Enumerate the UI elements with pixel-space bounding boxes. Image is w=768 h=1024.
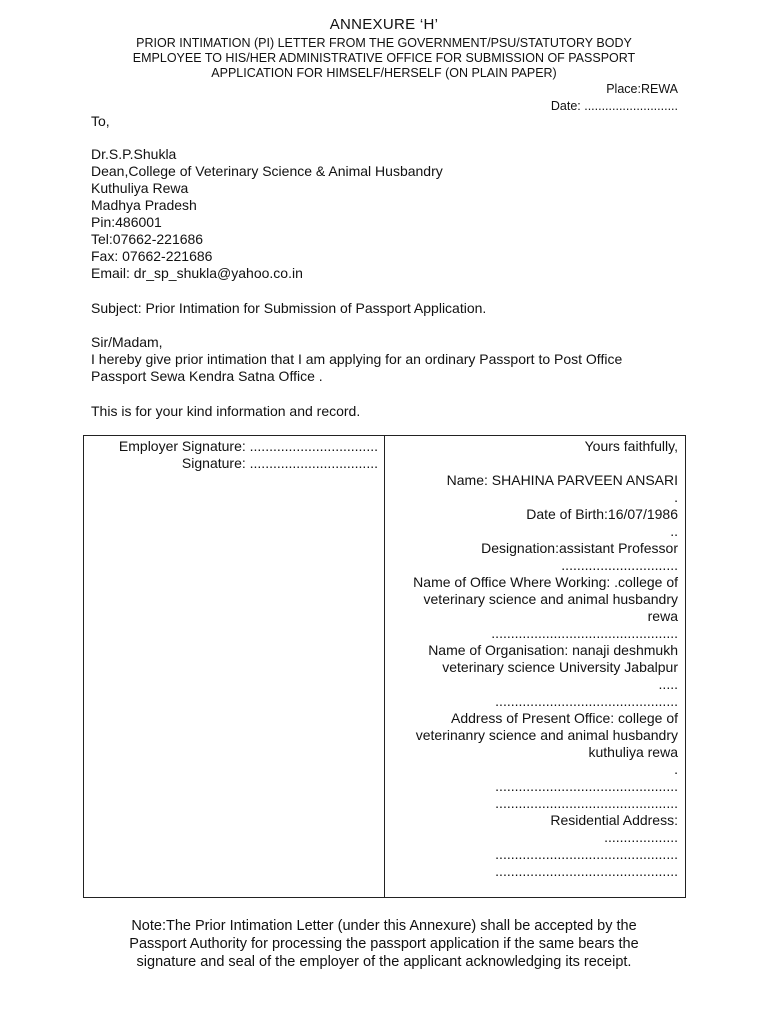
dot-leader: . bbox=[674, 489, 678, 505]
recipient-email: Email: dr_sp_shukla@yahoo.co.in bbox=[91, 265, 303, 281]
organisation bbox=[390, 642, 678, 710]
organisation-line: Name of Organisation: nanaji deshmukh bbox=[428, 642, 678, 658]
body-line: I hereby give prior intimation that I am applying for an ordinary Passport to Post Office bbox=[91, 351, 623, 367]
closing: Yours faithfully, bbox=[584, 438, 678, 454]
present-office-line: . bbox=[674, 761, 678, 777]
heading-line: APPLICATION FOR HIMSELF/HERSELF (ON PLAIN PAPER) bbox=[211, 66, 557, 80]
applicant-name: Name: SHAHINA PARVEEN ANSARI bbox=[446, 472, 678, 488]
salutation: Sir/Madam, bbox=[91, 334, 163, 350]
body-line: Passport Sewa Kendra Satna Office . bbox=[91, 368, 323, 384]
dot-leader: .............................. bbox=[561, 557, 678, 573]
heading-line: PRIOR INTIMATION (PI) LETTER FROM THE GOVERNMENT/PSU/STATUTORY BODY bbox=[136, 36, 632, 50]
office-line: rewa bbox=[647, 608, 678, 624]
office-line: veterinary science and animal husbandry bbox=[423, 591, 678, 607]
applicant-column bbox=[390, 438, 678, 880]
residential-line: ............................................... bbox=[495, 846, 678, 862]
note bbox=[84, 917, 684, 971]
recipient-tel: Tel:07662-221686 bbox=[91, 231, 204, 247]
recipient-state: Madhya Pradesh bbox=[91, 197, 197, 213]
recipient-address bbox=[91, 146, 443, 282]
present-office-line: ............................................... bbox=[495, 778, 678, 794]
present-office-line: ............................................... bbox=[495, 795, 678, 811]
note-line: signature and seal of the employer of the applicant acknowledging its receipt. bbox=[136, 954, 632, 970]
present-office-line: veterinanry science and animal husbandry bbox=[415, 727, 678, 743]
employer-column bbox=[84, 438, 378, 472]
recipient-city: Kuthuliya Rewa bbox=[91, 180, 189, 196]
office-line: Name of Office Where Working: .college of bbox=[413, 574, 678, 590]
residential-line: ............................................... bbox=[495, 863, 678, 879]
present-office-address bbox=[390, 710, 678, 812]
annexure-title: ANNEXURE ‘H’ bbox=[329, 16, 439, 33]
info-line: This is for your kind information and record. bbox=[91, 403, 361, 419]
document-heading bbox=[0, 36, 768, 81]
date-field: Date: ........................... bbox=[550, 99, 678, 113]
note-line: Passport Authority for processing the passport application if the same bears the bbox=[129, 936, 639, 952]
place-field: Place:REWA bbox=[606, 82, 678, 96]
employer-signature-field: Employer Signature: ................................. bbox=[118, 438, 378, 454]
residential-address bbox=[390, 812, 678, 880]
subject-line: Subject: Prior Intimation for Submission of Passport Application. bbox=[91, 300, 487, 316]
organisation-line: veterinary science University Jabalpur bbox=[442, 659, 678, 675]
recipient-pin: Pin:486001 bbox=[91, 214, 162, 230]
date-of-birth: Date of Birth:16/07/1986 bbox=[526, 506, 678, 522]
note-line: Note:The Prior Intimation Letter (under this Annexure) shall be accepted by the bbox=[131, 918, 637, 934]
letter-body bbox=[91, 334, 691, 385]
signature-field: Signature: ................................. bbox=[181, 455, 378, 471]
signature-table bbox=[83, 435, 686, 898]
residential-line: Residential Address: bbox=[550, 812, 678, 828]
recipient-designation: Dean,College of Veterinary Science & Animal Husbandry bbox=[91, 163, 443, 179]
organisation-line: ............................................... bbox=[495, 693, 678, 709]
recipient-fax: Fax: 07662-221686 bbox=[91, 248, 213, 264]
present-office-line: Address of Present Office: college of bbox=[451, 710, 678, 726]
heading-line: EMPLOYEE TO HIS/HER ADMINISTRATIVE OFFICE FOR SUBMISSION OF PASSPORT bbox=[132, 51, 636, 65]
organisation-line: ..... bbox=[658, 676, 678, 692]
office-line: ................................................ bbox=[491, 625, 678, 641]
column-divider bbox=[384, 436, 385, 897]
office-where-working bbox=[390, 574, 678, 642]
present-office-line: kuthuliya rewa bbox=[588, 744, 678, 760]
residential-line: ................... bbox=[604, 829, 678, 845]
to-label: To, bbox=[91, 113, 110, 129]
recipient-name: Dr.S.P.Shukla bbox=[91, 146, 177, 162]
designation: Designation:assistant Professor bbox=[481, 540, 678, 556]
dot-leader: .. bbox=[670, 523, 678, 539]
